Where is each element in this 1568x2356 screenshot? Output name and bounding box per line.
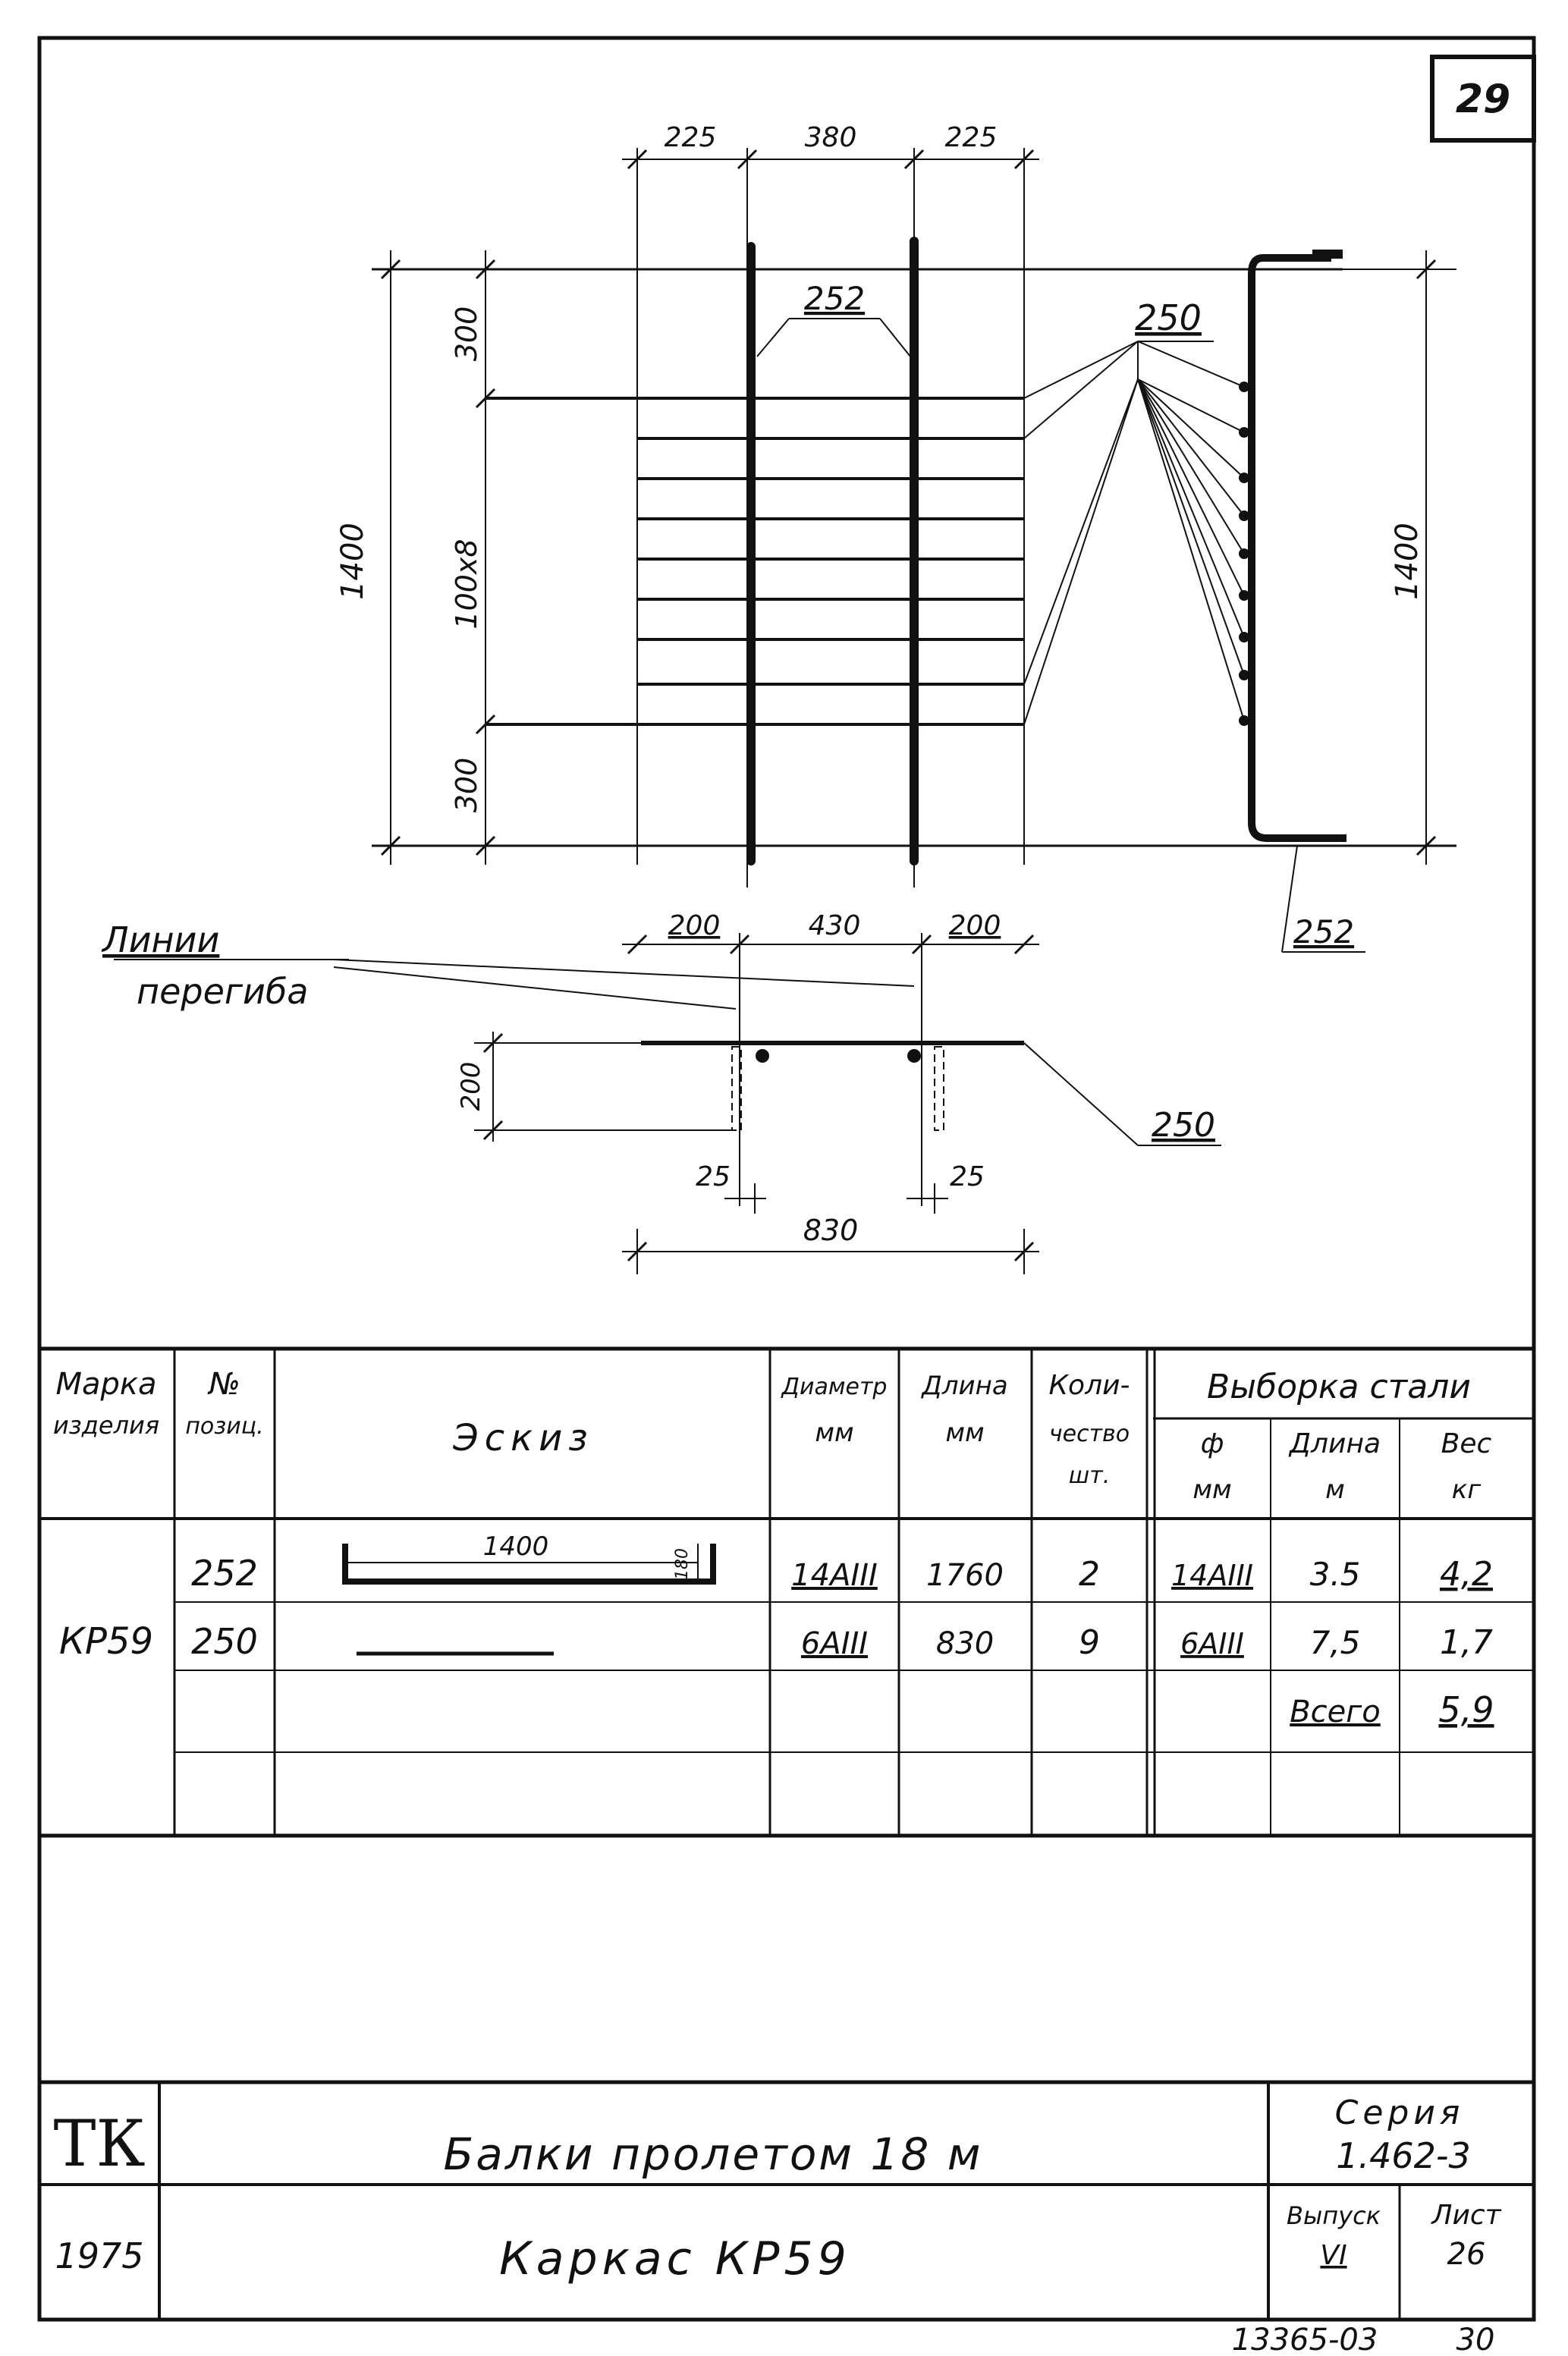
dim-380: 380 [804, 122, 857, 153]
header-diam-2: мм [815, 1418, 854, 1448]
sheet-number: 29 [1455, 77, 1511, 122]
row-252-diam: 14АIII [791, 1558, 878, 1593]
org-logo: ТК [53, 2106, 146, 2181]
header-qty-1: Коли- [1048, 1370, 1130, 1401]
row-250-weight: 1,7 [1440, 1623, 1493, 1662]
bend-lines-label-1: Линии [102, 919, 220, 960]
series-value: 1.462-3 [1336, 2135, 1471, 2176]
sheet-frame [39, 38, 1534, 2320]
dim-225-left: 225 [664, 122, 717, 153]
header-mark-2: изделия [52, 1411, 160, 1440]
row-250-qty: 9 [1079, 1623, 1100, 1662]
row-252-qty: 2 [1079, 1555, 1100, 1594]
document-title: Балки пролетом 18 м [443, 2128, 983, 2180]
row-250-diam: 6АIII [800, 1626, 869, 1661]
header-sketch: Эскиз [453, 1417, 594, 1459]
year: 1975 [55, 2235, 144, 2276]
header-qty-3: шт. [1068, 1462, 1111, 1489]
row-252-weight: 4,2 [1440, 1555, 1493, 1594]
row-252-sketch-dim: 1400 [482, 1531, 549, 1562]
total-label: Всего [1290, 1695, 1381, 1729]
header-pos-2: позиц. [185, 1413, 264, 1440]
row-252-length: 1760 [926, 1558, 1004, 1593]
header-len-1: Длина [922, 1371, 1008, 1401]
issue-value: VI [1320, 2240, 1347, 2271]
dim-25-right: 25 [950, 1161, 985, 1192]
sheet-value: 26 [1447, 2237, 1486, 2272]
dim-200-right: 200 [948, 910, 1001, 941]
header-phi-1: ф [1200, 1428, 1224, 1459]
footer-code: 13365-03 [1231, 2323, 1378, 2356]
row-250-steel-len: 7,5 [1309, 1624, 1361, 1661]
label-252-top: 252 [803, 280, 866, 317]
dim-830: 830 [803, 1214, 859, 1247]
header-phi-2: мм [1192, 1475, 1232, 1505]
header-qty-2: чество [1048, 1421, 1130, 1447]
issue-label: Выпуск [1287, 2201, 1381, 2230]
dim-1400-left: 1400 [335, 523, 370, 600]
dim-225-right: 225 [944, 122, 998, 153]
label-250-top: 250 [1135, 297, 1202, 338]
header-mark-1: Марка [55, 1367, 157, 1402]
row-250-phi: 6АIII [1180, 1627, 1244, 1660]
dim-300-top: 300 [450, 306, 483, 362]
dim-1400-right: 1400 [1390, 523, 1425, 600]
header-len-2: мм [945, 1418, 985, 1448]
sheet-label: Лист [1431, 2200, 1501, 2231]
dim-300-bottom: 300 [450, 757, 483, 813]
row-250-length: 830 [935, 1626, 995, 1661]
dim-200-left: 200 [668, 910, 721, 941]
bend-lines-label-2: перегиба [137, 971, 309, 1012]
dim-430: 430 [808, 910, 861, 941]
header-pos-1: № [209, 1367, 240, 1402]
label-250-bottom: 250 [1152, 1106, 1215, 1145]
dim-100x8: 100x8 [450, 539, 483, 630]
header-weight-1: Вес [1441, 1428, 1492, 1459]
frame-elevation-view [372, 148, 1456, 952]
header-diam-1: Диаметр [781, 1374, 888, 1400]
document-subtitle: Каркас КР59 [499, 2232, 851, 2285]
header-slen-1: Длина [1289, 1428, 1381, 1459]
row-252-pos: 252 [191, 1553, 258, 1594]
row-252-phi: 14АIII [1171, 1559, 1253, 1592]
header-steel: Выборка стали [1207, 1368, 1471, 1406]
cell-mark: КР59 [58, 1620, 154, 1663]
header-slen-2: м [1325, 1475, 1345, 1505]
label-252-right: 252 [1293, 913, 1355, 950]
total-value: 5,9 [1438, 1689, 1494, 1730]
series-label: Серия [1334, 2094, 1465, 2132]
dim-200-side: 200 [456, 1061, 486, 1111]
dim-25-left: 25 [696, 1161, 731, 1192]
header-weight-2: кг [1451, 1475, 1482, 1505]
row-252-sketch-dim-side: 180 [673, 1548, 692, 1580]
footer-page: 30 [1456, 2323, 1495, 2356]
row-250-pos: 250 [191, 1621, 258, 1662]
row-252-steel-len: 3.5 [1309, 1556, 1361, 1593]
